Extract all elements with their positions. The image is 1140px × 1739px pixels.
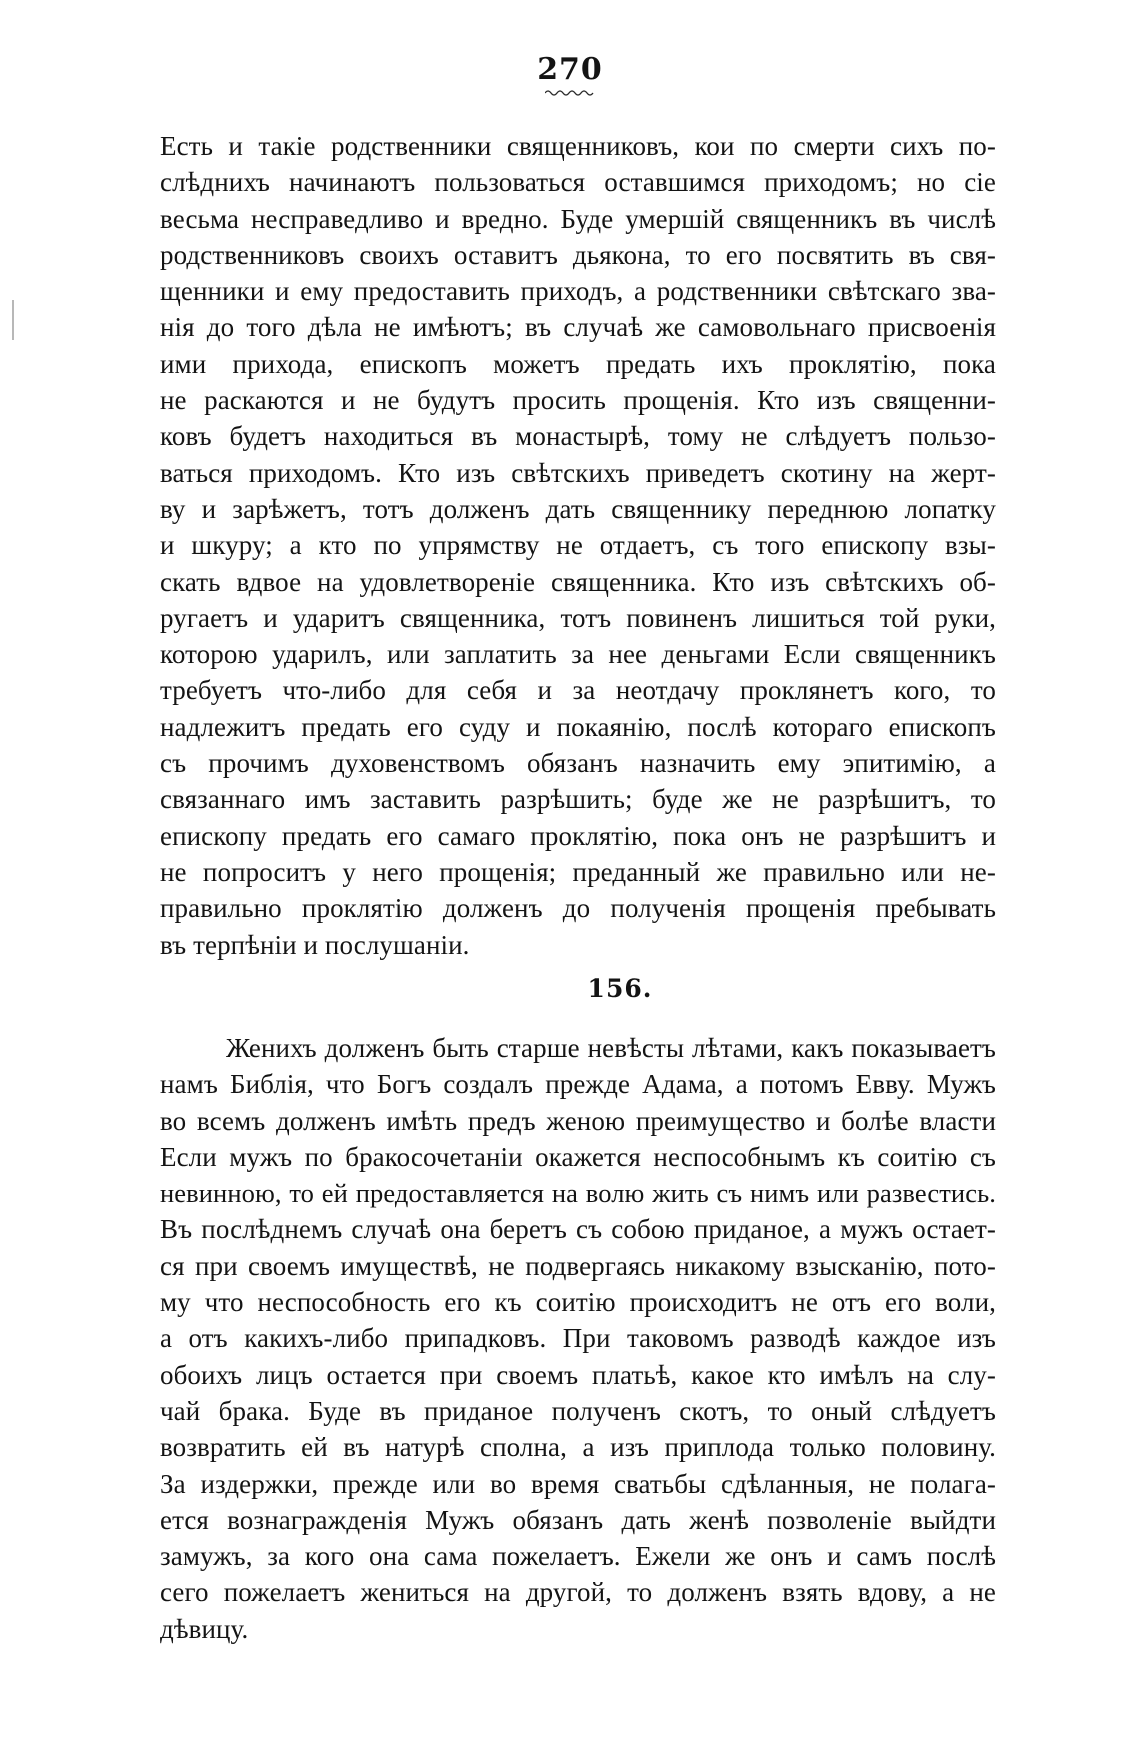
text-line: требуетъ что-либо для себя и за неотдачу проклянетъ кого, то bbox=[160, 675, 996, 706]
text-line: а отъ какихъ-либо припадковъ. При таковомъ разводѣ каждое изъ bbox=[160, 1323, 996, 1354]
text-line: не попроситъ у него прощенія; преданный же правильно или не- bbox=[160, 856, 996, 887]
text-line: сего пожелаетъ жениться на другой, то долженъ взять вдову, а не bbox=[160, 1577, 996, 1608]
text-line: правильно проклятію долженъ до полученія прощенія пребывать bbox=[160, 893, 996, 924]
text-line: возвратить ей въ натурѣ сполна, а изъ приплода только половину. bbox=[160, 1432, 996, 1463]
text-line: Въ послѣднемъ случаѣ она беретъ съ собою приданое, а мужъ остает- bbox=[160, 1214, 996, 1245]
text-line: съ прочимъ духовенствомъ обязанъ назначить ему эпитимію, а bbox=[160, 748, 996, 779]
text-line: намъ Библія, что Богъ создалъ прежде Адама, а потомъ Евву. Мужъ bbox=[160, 1069, 996, 1100]
text-line: слѣднихъ начинаютъ пользоваться оставшимся приходомъ; но сіе bbox=[160, 167, 996, 198]
text-line: ковъ будетъ находиться въ монастырѣ, тому не слѣдуетъ пользо- bbox=[160, 421, 996, 452]
text-line: нія до того дѣла не имѣютъ; въ случаѣ же самовольнаго присвоенія bbox=[160, 312, 996, 343]
text-line: За издержки, прежде или во время сватьбы сдѣланныя, не полага- bbox=[160, 1468, 996, 1499]
text-line: ву и зарѣжетъ, тотъ долженъ дать священнику переднюю лопатку bbox=[160, 493, 996, 524]
text-line: ими прихода, епископъ можетъ предать ихъ проклятію, пока bbox=[160, 348, 996, 379]
text-line: не раскаются и не будутъ просить прощенія. Кто изъ священни- bbox=[160, 385, 996, 416]
text-line: и шкуру; а кто по упрямству не отдаетъ, съ того епископу взы- bbox=[160, 530, 996, 561]
text-line: во всемъ долженъ имѣть предъ женою преимущество и болѣе власти bbox=[160, 1105, 996, 1136]
text-line: Есть и такіе родственники священниковъ, кои по смерти сихъ по- bbox=[160, 131, 996, 161]
text-line: епископу предать его самаго проклятію, пока онъ не разрѣшитъ и bbox=[160, 820, 996, 851]
text-line: щенники и ему предоставить приходъ, а родственники свѣтскаго зва- bbox=[160, 276, 996, 307]
text-line: скать вдвое на удовлетвореніе священника. Кто изъ свѣтскихъ об- bbox=[160, 566, 996, 597]
text-line: родственниковъ своихъ оставитъ дьякона, то его посвятить въ свя- bbox=[160, 239, 996, 270]
text-line: Если мужъ по бракосочетаніи окажется неспособнымъ къ соитію съ bbox=[160, 1141, 996, 1172]
text-line: обоихъ лицъ остается при своемъ платьѣ, какое кто имѣлъ на слу- bbox=[160, 1359, 996, 1390]
continued-paragraph bbox=[160, 128, 996, 963]
text-line: весьма несправедливо и вредно. Буде умершій священникъ въ числѣ bbox=[160, 203, 996, 234]
text-line: надлежитъ предать его суду и покаянію, послѣ котораго епископъ bbox=[160, 711, 996, 742]
text-line: му что неспособность его къ соитію происходитъ не отъ его воли, bbox=[160, 1287, 996, 1318]
page-number: 270 bbox=[537, 52, 603, 87]
scan-margin-mark bbox=[12, 300, 14, 340]
text-line: связаннаго имъ заставить разрѣшить; буде же не разрѣшитъ, то bbox=[160, 784, 996, 815]
section-heading: 156. bbox=[587, 974, 653, 1003]
text-line: ругаетъ и ударитъ священника, тотъ повиненъ лишиться той руки, bbox=[160, 602, 996, 633]
text-line: замужъ, за кого она сама пожелаетъ. Ежели же онъ и самъ послѣ bbox=[160, 1541, 996, 1572]
page-number-ornament bbox=[545, 88, 595, 98]
text-line: дѣвицу. bbox=[160, 1613, 249, 1644]
text-line: которою ударилъ, или заплатить за нее деньгами Если священникъ bbox=[160, 639, 996, 670]
section-156-paragraph bbox=[160, 1030, 996, 1647]
text-line: ся при своемъ имуществѣ, не подвергаясь никакому взысканію, пото- bbox=[160, 1250, 996, 1281]
text-line: ваться приходомъ. Кто изъ свѣтскихъ приведетъ скотину на жерт- bbox=[160, 457, 996, 488]
text-line: чай брака. Буде въ приданое полученъ скотъ, то оный слѣдуетъ bbox=[160, 1395, 996, 1426]
text-line: въ терпѣніи и послушаніи. bbox=[160, 929, 470, 960]
text-line: Женихъ долженъ быть старше невѣсты лѣтами, какъ показываетъ bbox=[226, 1033, 996, 1063]
text-line: ется вознагражденія Мужъ обязанъ дать женѣ позволеніе выйдти bbox=[160, 1504, 996, 1535]
text-line: невинною, то ей предоставляется на волю жить съ нимъ или развестись. bbox=[160, 1178, 996, 1209]
